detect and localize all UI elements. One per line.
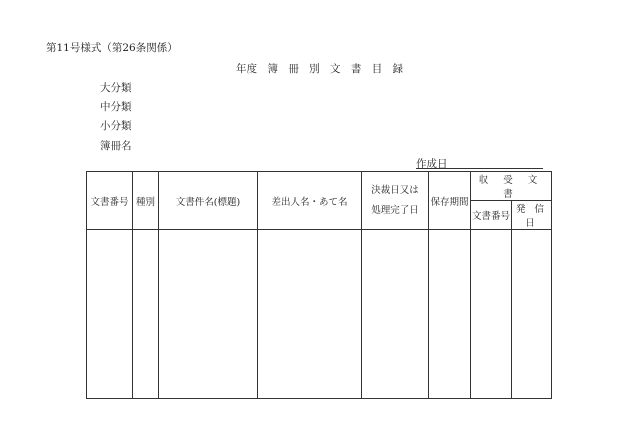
cell-doc-number	[87, 230, 133, 399]
category-middle-label: 中分類	[100, 101, 132, 113]
header-sent-date: 発 信 日	[512, 201, 552, 230]
ledger-name-label: 簿冊名	[100, 140, 132, 152]
document-ledger-table	[86, 171, 552, 399]
header-subject: 文書件名(標題)	[159, 172, 258, 230]
cell-decision-date	[362, 230, 429, 399]
header-doc-number: 文書番号	[87, 172, 133, 230]
cell-type	[133, 230, 159, 399]
header-sender: 差出人名・あて名	[258, 172, 362, 230]
created-date-label: 作成日	[416, 158, 448, 170]
form-number: 第11号様式（第26条関係）	[46, 42, 178, 54]
page-title: 年度 簿 冊 別 文 書 目 録	[236, 63, 404, 75]
header-received-doc-number: 文書番号	[471, 201, 512, 230]
header-retention: 保存期間	[429, 172, 471, 230]
category-minor-label: 小分類	[100, 120, 132, 132]
created-date-underline	[416, 168, 543, 169]
cell-received-doc-number	[471, 230, 512, 399]
header-decision-date	[362, 172, 429, 230]
category-major-label: 大分類	[100, 82, 132, 94]
header-type: 種別	[133, 172, 159, 230]
header-received-documents: 収 受 文 書	[471, 172, 552, 201]
header-decision-date-line2: 処理完了日	[371, 204, 419, 216]
cell-sent-date	[512, 230, 552, 399]
header-decision-date-line1: 決裁日又は	[371, 184, 419, 196]
cell-sender	[258, 230, 362, 399]
cell-retention	[429, 230, 471, 399]
cell-subject	[159, 230, 258, 399]
